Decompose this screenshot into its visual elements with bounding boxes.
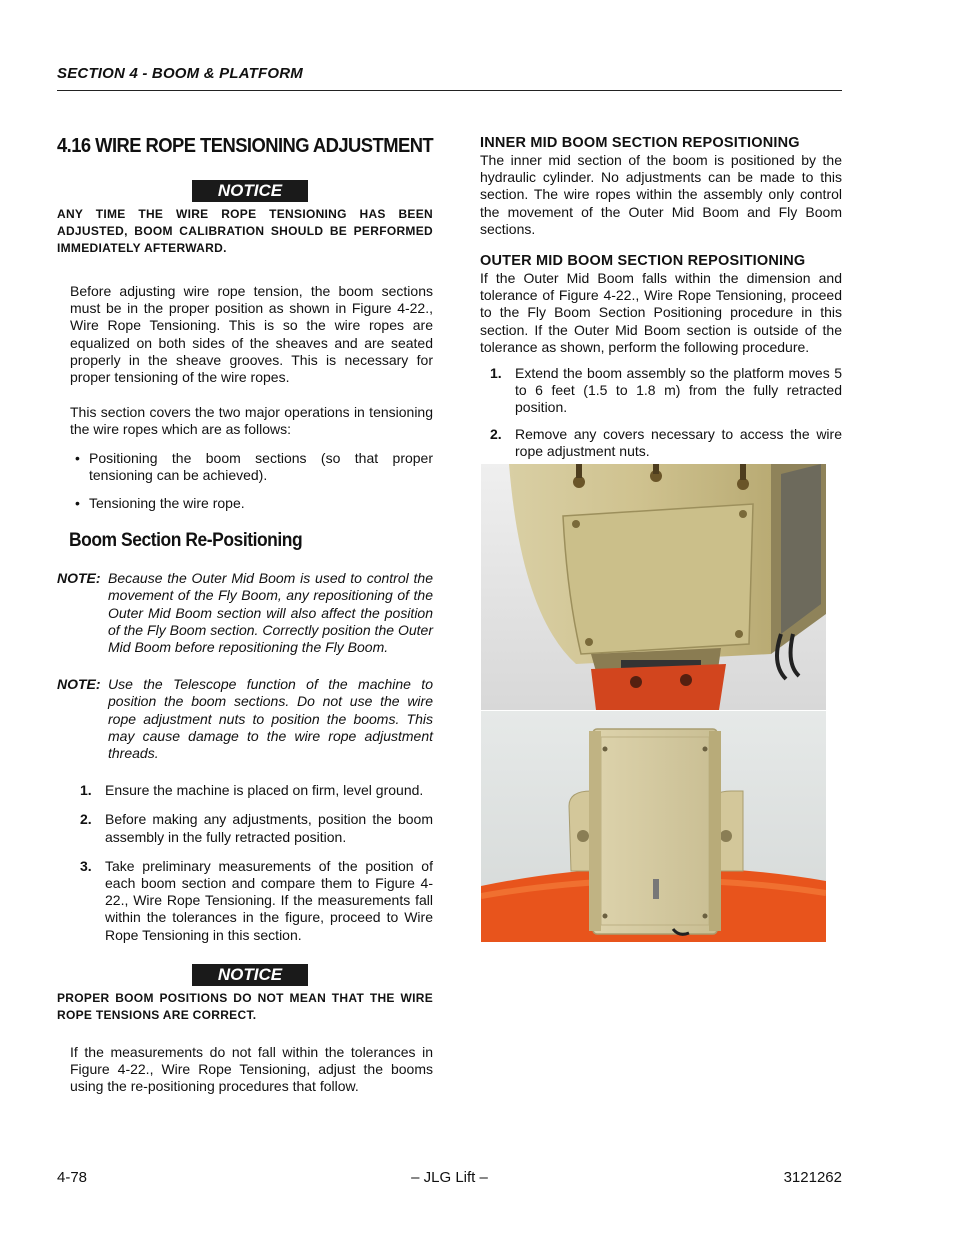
step-text: Extend the boom assembly so the platform moves 5 to 6 feet (1.5 to 1.8 m) from the fully retracted position. bbox=[515, 365, 842, 416]
step-number: 2. bbox=[80, 811, 92, 828]
footer-brand: – JLG Lift – bbox=[411, 1169, 488, 1186]
list-item bbox=[490, 365, 842, 417]
note-label: NOTE: bbox=[57, 570, 101, 587]
subsection-title: Boom Section Re-Positioning bbox=[68, 530, 303, 552]
note-2 bbox=[57, 676, 433, 762]
intro-paragraph: Before adjusting wire rope tension, the boom sections must be in the proper position as shown in Figure 4-22., Wire Rope Tensioning. This is so the wire ropes are equalized on both sides of the sheaves and are seated properly in the sheave grooves. This is necessary for proper tensioning of the wire ropes. bbox=[70, 283, 433, 386]
outer-mid-boom-paragraph: If the Outer Mid Boom falls within the dimension and tolerance of Figure 4-22., Wire Rope Tensioning, proceed to the Fly Boom Section Positioning procedure in this section. If the Outer Mid Boom section is outside of the tolerance as shown, perform the following procedure. bbox=[480, 270, 842, 355]
procedure-steps bbox=[57, 782, 433, 944]
step-text: Remove any covers necessary to access the wire rope adjustment nuts. bbox=[515, 425, 842, 459]
note-text: Use the Telescope function of the machine to position the boom sections. Do not use the wire rope adjustment nuts to position the booms. This may cause damage to the wire rope adjustment threads. bbox=[108, 676, 433, 762]
note-1 bbox=[57, 570, 433, 656]
document-number: 3121262 bbox=[783, 1169, 842, 1186]
note-label: NOTE: bbox=[57, 676, 101, 693]
step-number: 3. bbox=[80, 857, 92, 874]
section-header-title: SECTION 4 - BOOM & PLATFORM bbox=[57, 65, 303, 82]
page-number: 4-78 bbox=[57, 1169, 88, 1186]
section-title: 4.16 WIRE ROPE TENSIONING ADJUSTMENT bbox=[57, 135, 434, 157]
step-number: 2. bbox=[490, 425, 502, 442]
right-column bbox=[480, 130, 842, 460]
step-text: Take preliminary measurements of the position of each boom section and compare them to Figure 4-22., Wire Rope Tensioning. If the measurements fall within the tolerances in the figure, proceed to Wire Rope Tensioning in this section. bbox=[105, 857, 433, 943]
notice-label: NOTICE bbox=[192, 180, 308, 202]
closing-paragraph: If the measurements do not fall within the tolerances in Figure 4-22., Wire Rope Tensioning, adjust the booms using the re-positioning procedures that follow. bbox=[70, 1043, 433, 1095]
page-header bbox=[57, 65, 842, 91]
list-item: • Tensioning the wire rope. bbox=[75, 495, 433, 512]
boom-underside-illustration bbox=[481, 464, 826, 710]
boom-end-cover-illustration bbox=[481, 711, 826, 942]
inner-mid-boom-heading: INNER MID BOOM SECTION REPOSITIONING bbox=[480, 135, 800, 151]
left-column bbox=[57, 130, 433, 1096]
inner-mid-boom-paragraph: The inner mid section of the boom is positioned by the hydraulic cylinder. No adjustments can be made to this section. The wire ropes within the assembly only control the movement of the Outer Mid Boom and Fly Boom sections. bbox=[480, 152, 842, 237]
list-item: • Positioning the boom sections (so that proper tensioning can be achieved). bbox=[75, 450, 433, 484]
page-footer bbox=[57, 1169, 842, 1189]
note-text: Because the Outer Mid Boom is used to control the movement of the Fly Boom, any repositioning of the Outer Mid Boom section will also affect the position of the Fly Boom section. Correctly position the Outer Mid Boom before repositioning the Fly Boom. bbox=[108, 570, 433, 656]
step-number: 1. bbox=[80, 782, 92, 799]
notice-banner-2 bbox=[57, 964, 433, 986]
outer-mid-boom-steps bbox=[480, 365, 842, 460]
notice-text-1: ANY TIME THE WIRE ROPE TENSIONING HAS BEEN ADJUSTED, BOOM CALIBRATION SHOULD BE PERFORMED IMMEDIATELY AFTERWARD. bbox=[57, 207, 433, 255]
list-item bbox=[490, 426, 842, 460]
step-text: Before making any adjustments, position the boom assembly in the fully retracted position. bbox=[105, 811, 433, 845]
notice-text-2: PROPER BOOM POSITIONS DO NOT MEAN THAT THE WIRE ROPE TENSIONS ARE CORRECT. bbox=[57, 990, 433, 1022]
step-number: 1. bbox=[490, 365, 502, 382]
notice-banner-1 bbox=[57, 180, 433, 202]
operations-list bbox=[57, 450, 433, 513]
list-item bbox=[80, 811, 433, 845]
boom-cover-photo-top bbox=[481, 464, 826, 710]
list-item bbox=[80, 858, 433, 944]
notice-label: NOTICE bbox=[192, 964, 308, 986]
step-text: Ensure the machine is placed on firm, level ground. bbox=[105, 782, 424, 799]
overview-paragraph: This section covers the two major operations in tensioning the wire ropes which are as follows: bbox=[70, 404, 433, 438]
list-item bbox=[80, 782, 433, 799]
boom-cover-photo-bottom bbox=[481, 711, 826, 942]
outer-mid-boom-heading: OUTER MID BOOM SECTION REPOSITIONING bbox=[480, 253, 806, 270]
